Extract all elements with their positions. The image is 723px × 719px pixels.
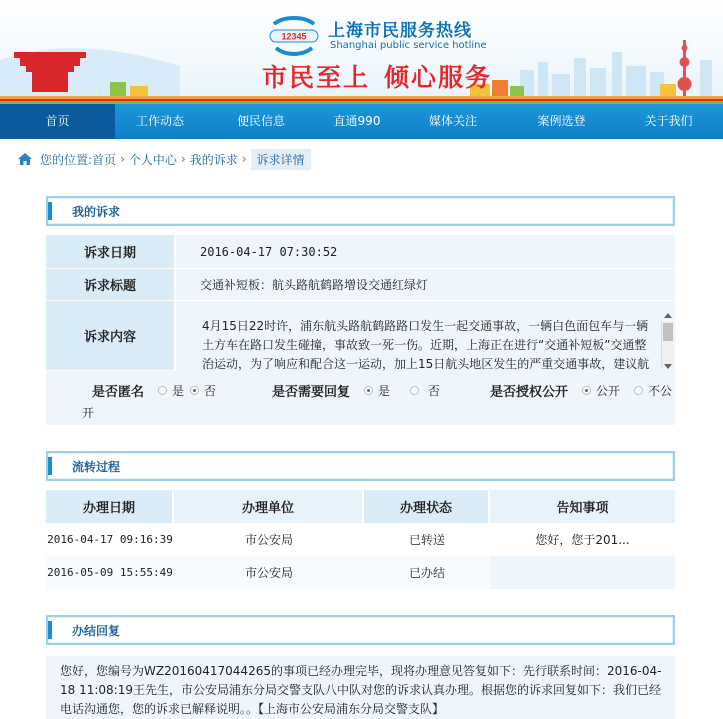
request-detail-table	[46, 235, 675, 425]
site-banner	[0, 0, 723, 104]
content-scrollbar[interactable]	[661, 321, 673, 367]
section-title-bar	[48, 621, 52, 639]
flow-note	[490, 556, 675, 589]
scroll-up-arrow-icon[interactable]	[664, 313, 672, 318]
flow-date: 2016-04-17 09:16:39	[47, 533, 173, 546]
scroll-thumb[interactable]	[663, 323, 673, 341]
public-label: 是否授权公开	[490, 385, 569, 400]
site-title-en: Shanghai public service hotline	[330, 40, 487, 51]
request-content-row	[46, 301, 675, 371]
hotline-logo-mark-icon	[268, 14, 320, 58]
section-title-text: 办结回复	[72, 624, 121, 638]
home-icon	[18, 153, 32, 165]
section-title-flow	[46, 451, 675, 481]
nav-item-convenience-info[interactable]: 便民信息	[236, 114, 285, 128]
request-content-text: 4月15日22时许，浦东航头路航鹤路路口发生一起交通事故，一辆白色面包车与一辆土方车在路口发生碰撞，事故致一死一伤。近期，上海正在进行“交通补短板”交通整治运动，为了响应和配合这一运动，加上15日航头地区发生的严重交通事故，建议航	[202, 319, 650, 371]
reply-needed-option	[272, 381, 440, 400]
request-content-label: 诉求内容	[46, 301, 176, 370]
request-title-row	[46, 269, 675, 301]
section-title-my-request	[46, 196, 675, 226]
section-title-text: 流转过程	[72, 460, 121, 474]
scroll-down-arrow-icon[interactable]	[664, 364, 672, 369]
nav-item-home[interactable]: 首页	[0, 104, 115, 139]
reply-text: 您好，您编号为WZ20160417044265的事项已经办理完毕，现将办理意见答复如下：先行联系时间：2016-04-18 11:08:19王先生，市公安局浦东分局交警支队八中队对您的诉求认真办理。根据您的诉求回复如下：我们已经电话沟通您，您的诉求已解释说明。。【上海市公安局浦东分局交警支队】	[46, 656, 675, 719]
public-no-text: 不公	[648, 384, 673, 398]
table-row	[46, 556, 675, 589]
breadcrumb-label: 您的位置:	[40, 152, 93, 167]
slogan-left: 市民至上	[262, 63, 371, 92]
breadcrumb-separator: ›	[180, 152, 186, 166]
col-header-status: 办理状态	[364, 490, 490, 523]
anonymous-option	[92, 381, 216, 400]
anonymous-yes-radio[interactable]	[158, 386, 167, 395]
flow-status: 已办结	[408, 566, 445, 580]
section-title-bar	[48, 202, 52, 220]
public-no-radio[interactable]	[634, 386, 643, 395]
request-content-box[interactable]	[176, 301, 675, 371]
breadcrumb-separator: ›	[120, 152, 125, 166]
flow-table	[46, 490, 675, 589]
request-date-value: 2016-04-17 07:30:52	[176, 235, 675, 268]
reply-needed-yes-text: 是	[378, 384, 391, 398]
flow-status: 已转送	[408, 533, 445, 547]
section-title-bar	[48, 457, 52, 475]
breadcrumb-home[interactable]: 首页	[92, 152, 117, 167]
anonymous-no-text: 否	[204, 384, 217, 398]
nav-item-direct-990[interactable]: 直通990	[333, 114, 381, 128]
breadcrumb-current: 诉求详情	[251, 149, 311, 170]
request-date-row	[46, 235, 675, 269]
breadcrumb-my-requests[interactable]: 我的诉求	[189, 152, 238, 167]
col-header-note: 告知事项	[490, 490, 675, 523]
breadcrumb	[0, 139, 723, 179]
nav-item-work-news[interactable]: 工作动态	[135, 114, 184, 128]
reply-needed-no-radio[interactable]	[410, 386, 419, 395]
request-title-value: 交通补短板：航头路航鹤路增设交通红绿灯	[176, 269, 675, 300]
public-option	[490, 381, 672, 400]
section-title-text: 我的诉求	[72, 205, 121, 219]
nav-item-media-focus[interactable]: 媒体关注	[428, 114, 477, 128]
nav-item-case-selection[interactable]: 案例选登	[537, 114, 586, 128]
reply-needed-label: 是否需要回复	[272, 385, 351, 400]
request-options	[46, 371, 675, 425]
nav-item-about-us[interactable]: 关于我们	[644, 114, 693, 128]
section-title-reply	[46, 615, 675, 645]
flow-note[interactable]: 您好，您于201...	[535, 533, 630, 547]
public-yes-radio[interactable]	[582, 386, 591, 395]
breadcrumb-separator: ›	[241, 152, 247, 166]
request-date-label: 诉求日期	[46, 235, 176, 268]
slogan-right: 倾心服务	[384, 63, 493, 92]
anonymous-no-radio[interactable]	[190, 386, 199, 395]
flow-date: 2016-05-09 15:55:49	[47, 566, 173, 579]
main-nav	[0, 104, 723, 139]
public-no-text-wrap: 开	[82, 406, 95, 420]
hotline-logo[interactable]	[268, 14, 508, 58]
site-title-cn: 上海市民服务热线	[328, 21, 472, 41]
anonymous-label: 是否匿名	[92, 385, 145, 400]
flow-table-header	[46, 490, 675, 523]
col-header-unit: 办理单位	[174, 490, 364, 523]
table-row	[46, 523, 675, 556]
reply-needed-yes-radio[interactable]	[364, 386, 373, 395]
anonymous-yes-text: 是	[172, 384, 185, 398]
col-header-date: 办理日期	[46, 490, 174, 523]
slogan	[262, 58, 492, 94]
public-yes-text: 公开	[596, 384, 621, 398]
logo-number: 12345	[281, 31, 307, 42]
reply-needed-no-text: 否	[428, 384, 441, 398]
request-title-label: 诉求标题	[46, 269, 176, 300]
breadcrumb-personal-center[interactable]: 个人中心	[128, 152, 177, 167]
flow-unit: 市公安局	[244, 566, 293, 580]
flow-unit: 市公安局	[244, 533, 293, 547]
